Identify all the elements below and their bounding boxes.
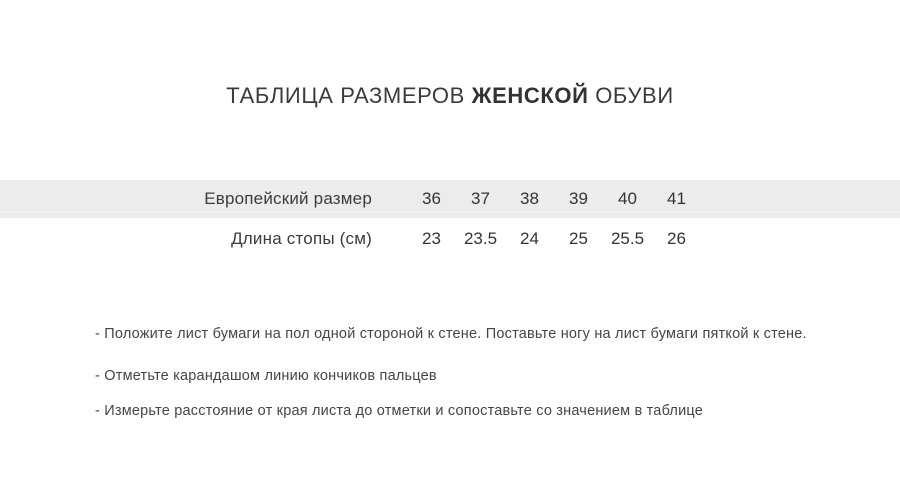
foot-length-value: 26 — [667, 229, 686, 248]
instruction-item-1: - Положите лист бумаги на пол одной стороной к стене. Поставьте ногу на лист бумаги пяткой к стене. — [95, 326, 807, 342]
size-value: 40 — [618, 189, 637, 208]
row-label-foot-length: Длина стопы (см) — [231, 229, 372, 248]
size-value: 39 — [569, 189, 588, 208]
size-table — [0, 180, 900, 260]
size-value: 36 — [422, 189, 441, 208]
size-value: 38 — [520, 189, 539, 208]
table-row-foot-length — [0, 218, 900, 260]
size-value: 41 — [667, 189, 686, 208]
foot-length-value: 25 — [569, 229, 588, 248]
instruction-item-3: - Измерьте расстояние от края листа до отметки и сопоставьте со значением в таблице — [95, 403, 703, 419]
row-label-european-size: Европейский размер — [204, 189, 372, 208]
size-value: 37 — [471, 189, 490, 208]
page-title-prefix: ТАБЛИЦА РАЗМЕРОВ — [226, 83, 465, 108]
page-title — [0, 83, 900, 109]
row-values-foot-length — [407, 229, 701, 249]
foot-length-value: 23.5 — [463, 229, 498, 248]
instruction-item-2: - Отметьте карандашом линию кончиков пальцев — [95, 368, 437, 384]
foot-length-value: 24 — [520, 229, 539, 248]
row-values-european-size — [407, 189, 701, 209]
foot-length-value: 23 — [422, 229, 441, 248]
page-title-highlight: ЖЕНСКОЙ — [471, 83, 589, 108]
page-title-suffix: ОБУВИ — [595, 83, 674, 108]
foot-length-value: 25.5 — [610, 229, 645, 248]
table-row-european-size — [0, 180, 900, 218]
